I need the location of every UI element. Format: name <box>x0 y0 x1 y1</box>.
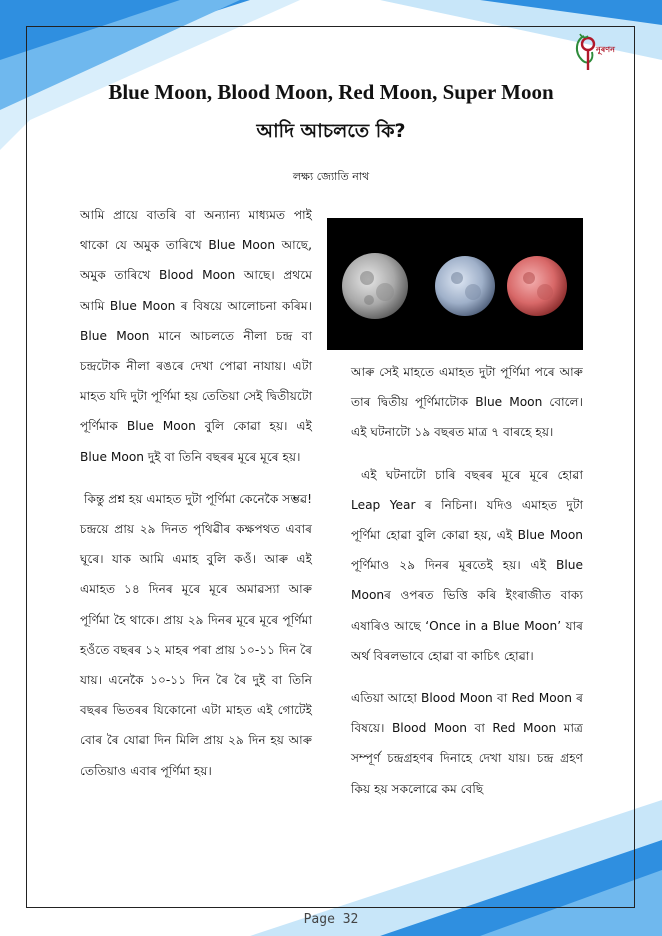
paragraph: আৰু সেই মাহতে এমাহত দুটা পূৰ্ণিমা পৰে আৰু তাৰ দ্বিতীয় পূৰ্ণিমাটোক Blue Moon বোলে। এই ঘটনাটো ১৯ বছৰত মাত্ৰ ৭ বাৰহে হয়। <box>351 365 583 440</box>
logo-text: নূৰণন <box>596 45 615 54</box>
author-name: লক্ষ্য জ্যোতি নাথ <box>292 170 370 183</box>
paragraph: এই ঘটনাটো চাৰি বছৰৰ মূৰে মূৰে হোৱা Leap Year ৰ নিচিনা। যদিও এমাহত দুটা পূৰ্ণিমা হোৱা বুলি কোৱা হয়, এই Blue Moon পূৰ্ণিমাও ২৯ দিনৰ মূৰতেই হয়। এই Blue Moonৰ ওপৰত ভিত্তি কৰি ইংৰাজীত বাক্য এষাৰিও আছে ‘Once in a Blue Moon’ যাৰ অৰ্থ বিৰলভাবে হোৱা বা কাচিৎ হোৱা। <box>351 467 583 663</box>
grey-moon-icon <box>342 253 408 319</box>
paragraph: আমি প্ৰায়ে বাতৰি বা অন্যান্য মাধ্যমত পাই থাকো যে অমুক তাৰিখে Blue Moon আছে, অমুক তাৰিখে Blood Moon আছে। প্ৰথমে আমি Blue Moon ৰ বিষয়ে আলোচনা কৰিম। Blue Moon মানে আচলতে নীলা চন্দ্ৰ বা চন্দ্ৰটোক নীলা ৰঙৰে দেখা পোৱা নাযায়। এটা মাহত যদি দুটা পূৰ্ণিমা হয় তেতিয়া সেই দ্বিতীয়টো পূৰ্ণিমাক Blue Moon বুলি কোৱা হয়। এই Blue Moon দুই বা তিনি বছৰৰ মূৰে মূৰে হয়। <box>80 208 312 464</box>
moons-image <box>327 218 583 350</box>
paragraph: এতিয়া আহো Blood Moon বা Red Moon ৰ বিষয়ে। Blood Moon বা Red Moon মাত্ৰ সম্পূৰ্ণ চন্দ্ৰগ্ৰহণৰ দিনাহে দেখা যায়। চন্দ্ৰ গ্ৰহণ কিয় হয় সকলোৱে কম বেছি <box>351 691 583 796</box>
left-column <box>80 200 312 786</box>
article-title: Blue Moon, Blood Moon, Red Moon, Super Moon <box>108 80 554 104</box>
page-number: Page 32 <box>303 912 359 927</box>
blue-moon-icon <box>435 256 495 316</box>
article-subtitle: আদি আচলতে কি? <box>256 120 406 142</box>
red-moon-icon <box>507 256 567 316</box>
paragraph: কিন্তু প্ৰশ্ন হয় এমাহত দুটা পূৰ্ণিমা কেনেকৈ সম্ভৱ! চন্দ্ৰয়ে প্ৰায় ২৯ দিনত পৃথিৱীৰ কক্ষপথত এবাৰ ঘূৰে। যাক আমি এমাহ বুলি কওঁ। আৰু এই এমাহত ১৪ দিনৰ মূৰে মূৰে অমাৱস্যা আৰু পূৰ্ণিমা হৈ থাকে। প্ৰায় ২৯ দিনৰ মূৰে মূৰে পূৰ্ণিমা হওঁতে বছৰৰ ১২ মাহৰ পৰা প্ৰায় ১০-১১ দিন ৰৈ যায়। এনেকৈ ১০-১১ দিন ৰৈ ৰৈ দুই বা তিনি বছৰৰ ভিতৰৰ যিকোনো এটা মাহত এই গোটেই বোৰ ৰৈ যোৱা দিন মিলি প্ৰায় ২৯ দিন হয় আৰু তেতিয়াও এবাৰ পূৰ্ণিমা হয়। <box>80 491 313 778</box>
right-column <box>351 357 583 804</box>
